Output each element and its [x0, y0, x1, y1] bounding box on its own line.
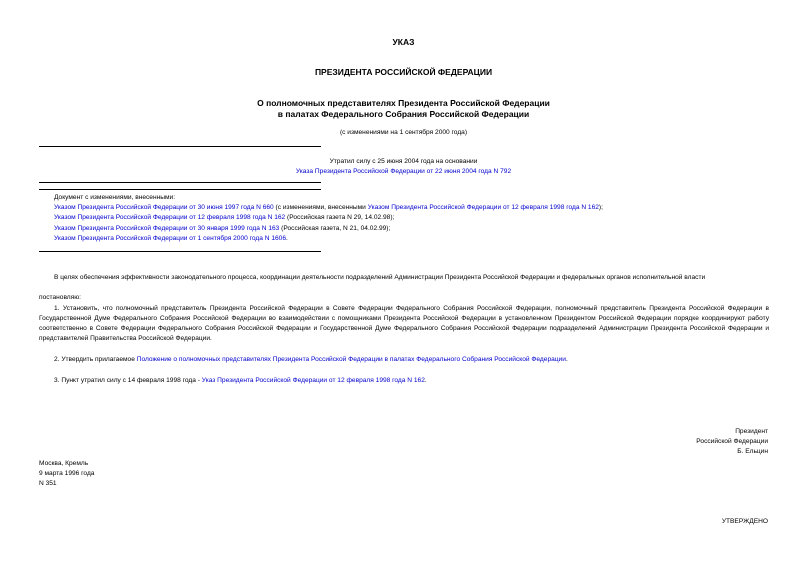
decree-number: N 351	[39, 480, 57, 487]
amendment-link[interactable]: Указом Президента Российской Федерации от 1 сентября 2000 года N 1606	[54, 235, 286, 242]
separator-line	[39, 189, 321, 190]
amendment-link[interactable]: Указом Президента Российской Федерации от 30 января 1999 года N 163	[54, 225, 280, 232]
document-title-line2: в палатах Федерального Собрания Российской Федерации	[277, 109, 530, 119]
amendment-item	[54, 213, 394, 223]
preamble: В целях обеспечения эффективности законодательного процесса, координации деятельности подразделений Администрации Президента Российской Федерации и федеральных органов исполнительной власти	[54, 274, 706, 281]
clause-3-text: 3. Пункт утратил силу с 14 февраля 1998 года -	[54, 377, 202, 384]
place-date-block	[39, 459, 94, 489]
amendment-link[interactable]: Указом Президента Российской Федерации от 12 февраля 1998 года N 162	[367, 204, 599, 211]
clause-2-end: .	[565, 356, 568, 363]
repeal-notice: Утратил силу с 25 июня 2004 года на основании	[329, 158, 478, 165]
decree-word: постановляю:	[39, 294, 82, 301]
amendment-note: (с изменениями на 1 сентября 2000 года)	[339, 129, 468, 136]
signature-organization: Российской Федерации	[696, 438, 768, 445]
amendment-item	[54, 224, 390, 234]
repealing-decree-link[interactable]: Указ Президента Российской Федерации от 12 февраля 1998 года N 162	[201, 377, 425, 384]
decree-title: УКАЗ	[392, 37, 415, 47]
regulation-link[interactable]: Положение о полномочных представителях Президента Российской Федерации в палатах Федерального Собрания Российской Федерации	[136, 356, 566, 363]
clause-2-text: 2. Утвердить прилагаемое	[54, 356, 137, 363]
amendment-link[interactable]: Указом Президента Российской Федерации от 30 июня 1997 года N 660	[54, 204, 274, 211]
signature-name: Б. Ельцин	[737, 448, 768, 455]
amendment-item	[54, 234, 288, 244]
signature-block	[600, 427, 768, 457]
amendment-text: (Российская газета, N 21, 04.02.99);	[279, 225, 391, 232]
amendment-text: );	[598, 204, 603, 211]
amendment-item	[54, 203, 603, 213]
amendment-text: (с изменениями, внесенными	[273, 204, 368, 211]
amendments-heading: Документ с изменениями, внесенными:	[54, 194, 176, 201]
document-title-line1: О полномочных представителях Президента Российской Федерации	[257, 98, 550, 108]
separator-line	[39, 146, 321, 147]
decree-issuer: ПРЕЗИДЕНТА РОССИЙСКОЙ ФЕДЕРАЦИИ	[314, 67, 493, 77]
amendment-link[interactable]: Указом Президента Российской Федерации от 12 февраля 1998 года N 162	[54, 214, 286, 221]
repeal-decree-link[interactable]: Указа Президента Российской Федерации от 22 июня 2004 года N 792	[295, 168, 512, 175]
separator-line	[39, 182, 321, 183]
amendment-text: (Российская газета N 29, 14.02.98);	[285, 214, 395, 221]
signature-position: Президент	[735, 428, 768, 435]
amendment-text: .	[286, 235, 288, 242]
separator-line	[39, 251, 321, 252]
clause-3	[54, 376, 427, 386]
clause-3-end: .	[424, 377, 427, 384]
signing-date: 9 марта 1996 года	[39, 470, 95, 477]
clause-1: 1. Установить, что полномочный представитель Президента Российской Федерации в Совете Федерации Федерального Собрания Российской Федерации, полномочный представитель Президента Российской Федерации в Государственной Думе Федерального Собрания Российской Федерации во взаимодействии с помощниками Президента Российской Федерации в установленном Президентом Российской Федерации порядке координируют работу соответственно в Совете Федерации Федерального Собрания Российской Федерации и Государственной Думе Федерального Собрания Российской Федерации подразделений Администрации Президента Российской Федерации и представителей Правительства Российской Федерации.	[39, 305, 769, 342]
approval-mark: УТВЕРЖДЕНО	[721, 518, 768, 525]
signing-place: Москва, Кремль	[39, 460, 89, 467]
clause-2	[54, 355, 568, 365]
